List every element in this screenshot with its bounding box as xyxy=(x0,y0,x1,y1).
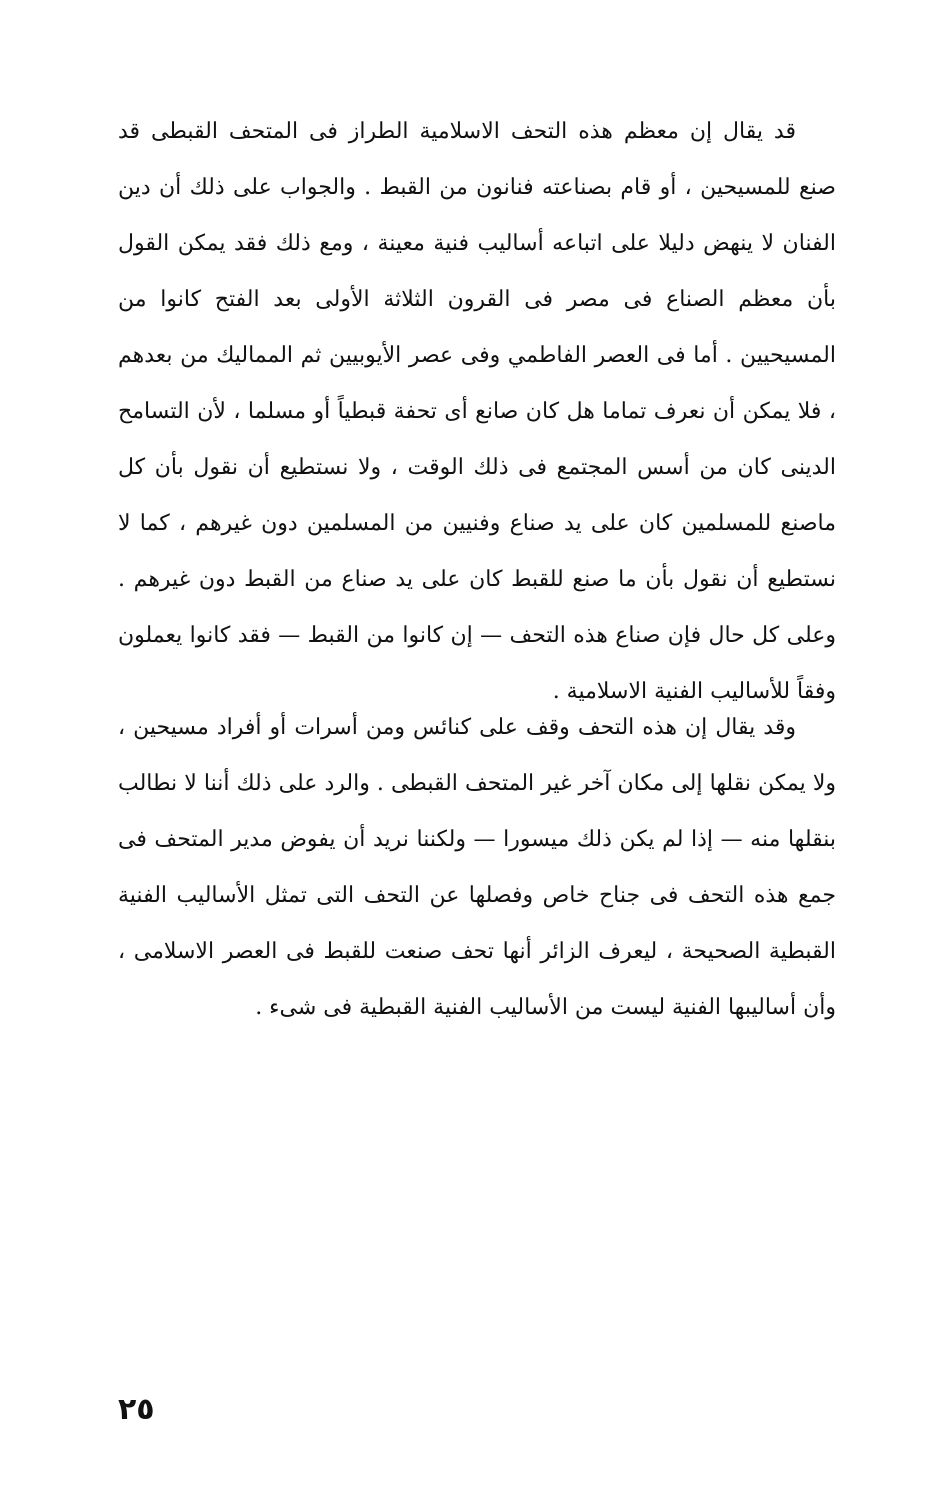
page-number: ٢٥ xyxy=(118,1392,155,1427)
paragraph-museum-wing-proposal: وقد يقال إن هذه التحف وقف على كنائس ومن أسرات أو أفراد مسيحين ، ولا يمكن نقلها إلى مكان آخر غير المتحف القبطى . والرد على ذلك أننا لا نطالب بنقلها منه — إذا لم يكن ذلك ميسورا — ولكننا نريد أن يفوض مدير المتحف فى جمع هذه التحف فى جناح خاص وفصلها عن التحف التى تمثل الأساليب الفنية القبطية الصحيحة ، ليعرف الزائر أنها تحف صنعت للقبط فى العصر الاسلامى ، وأن أساليبها الفنية ليست من الأساليب الفنية القبطية فى شىء . xyxy=(118,715,836,1020)
paragraph-coptic-museum-craftsmen: قد يقال إن معظم هذه التحف الاسلامية الطراز فى المتحف القبطى قد صنع للمسيحين ، أو قام بصناعته فنانون من القبط . والجواب على ذلك أن دين الفنان لا ينهض دليلا على اتباعه أساليب فنية معينة ، ومع ذلك فقد يمكن القول بأن معظم الصناع فى مصر فى القرون الثلاثة الأولى بعد الفتح كانوا من المسيحيين . أما فى العصر الفاطمي وفى عصر الأيوبيين ثم المماليك من بعدهم ، فلا يمكن أن نعرف تماما هل كان صانع أى تحفة قبطياً أو مسلما ، لأن التسامح الدينى كان من أسس المجتمع فى ذلك الوقت ، ولا نستطيع أن نقول بأن كل ماصنع للمسلمين كان على يد صناع وفنيين من المسلمين دون غيرهم ، كما لا نستطيع أن نقول بأن ما صنع للقبط كان على يد صناع من القبط دون غيرهم . وعلى كل حال فإن صناع هذه التحف — إن كانوا من القبط — فقد كانوا يعملون وفقاً للأساليب الفنية الاسلامية . xyxy=(118,119,836,704)
